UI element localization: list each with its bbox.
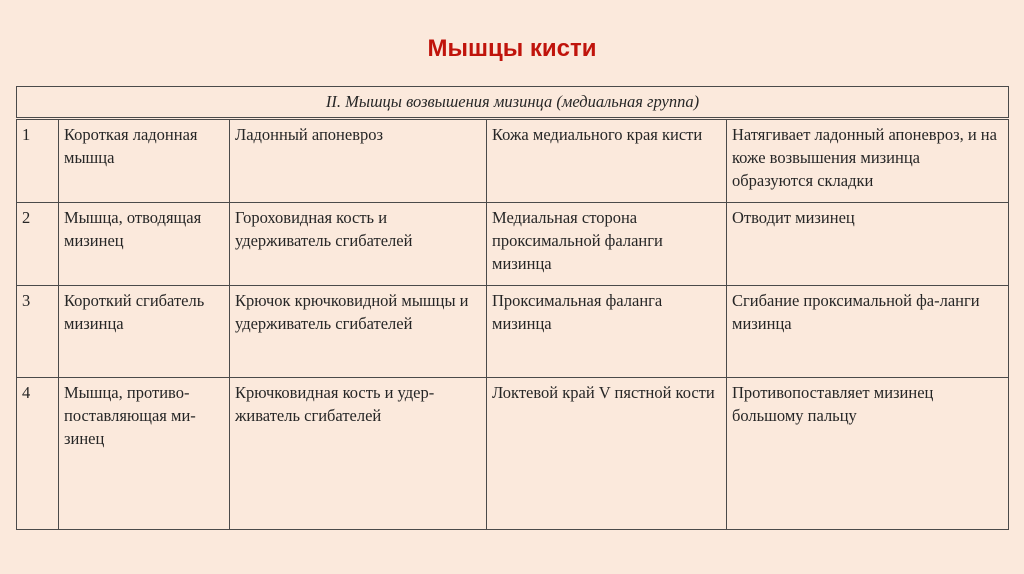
muscles-table [16,86,1009,530]
table-row [17,203,1009,286]
origin-cell: Крючковидная кость и удер-живатель сгибателей [230,378,487,530]
table-row [17,378,1009,530]
table-row [17,286,1009,378]
muscle-name-cell: Короткий сгибатель мизинца [59,286,230,378]
row-number-cell: 1 [17,119,59,203]
function-cell: Сгибание проксимальной фа-ланги мизинца [727,286,1009,378]
function-cell: Противопоставляет мизинец большому пальцу [727,378,1009,530]
row-number-cell: 2 [17,203,59,286]
insertion-cell: Локтевой край V пястной кости [487,378,727,530]
muscle-name-cell: Короткая ладонная мышца [59,119,230,203]
insertion-cell: Кожа медиального края кисти [487,119,727,203]
insertion-cell: Медиальная сторона проксимальной фаланги мизинца [487,203,727,286]
row-number-cell: 3 [17,286,59,378]
muscle-name-cell: Мышца, отводящая мизинец [59,203,230,286]
group-header-row [17,87,1009,119]
insertion-cell: Проксимальная фаланга мизинца [487,286,727,378]
table-row [17,119,1009,203]
muscle-name-cell: Мышца, противо-поставляющая ми-зинец [59,378,230,530]
origin-cell: Крючок крючковидной мышцы и удерживатель сгибателей [230,286,487,378]
function-cell: Натягивает ладонный апоневроз, и на коже возвышения мизинца образуются складки [727,119,1009,203]
row-number-cell: 4 [17,378,59,530]
function-cell: Отводит мизинец [727,203,1009,286]
slide-title: Мышцы кисти [427,35,597,62]
origin-cell: Гороховидная кость и удерживатель сгибателей [230,203,487,286]
group-header-cell: II. Мышцы возвышения мизинца (медиальная группа) [17,87,1009,119]
origin-cell: Ладонный апоневроз [230,119,487,203]
